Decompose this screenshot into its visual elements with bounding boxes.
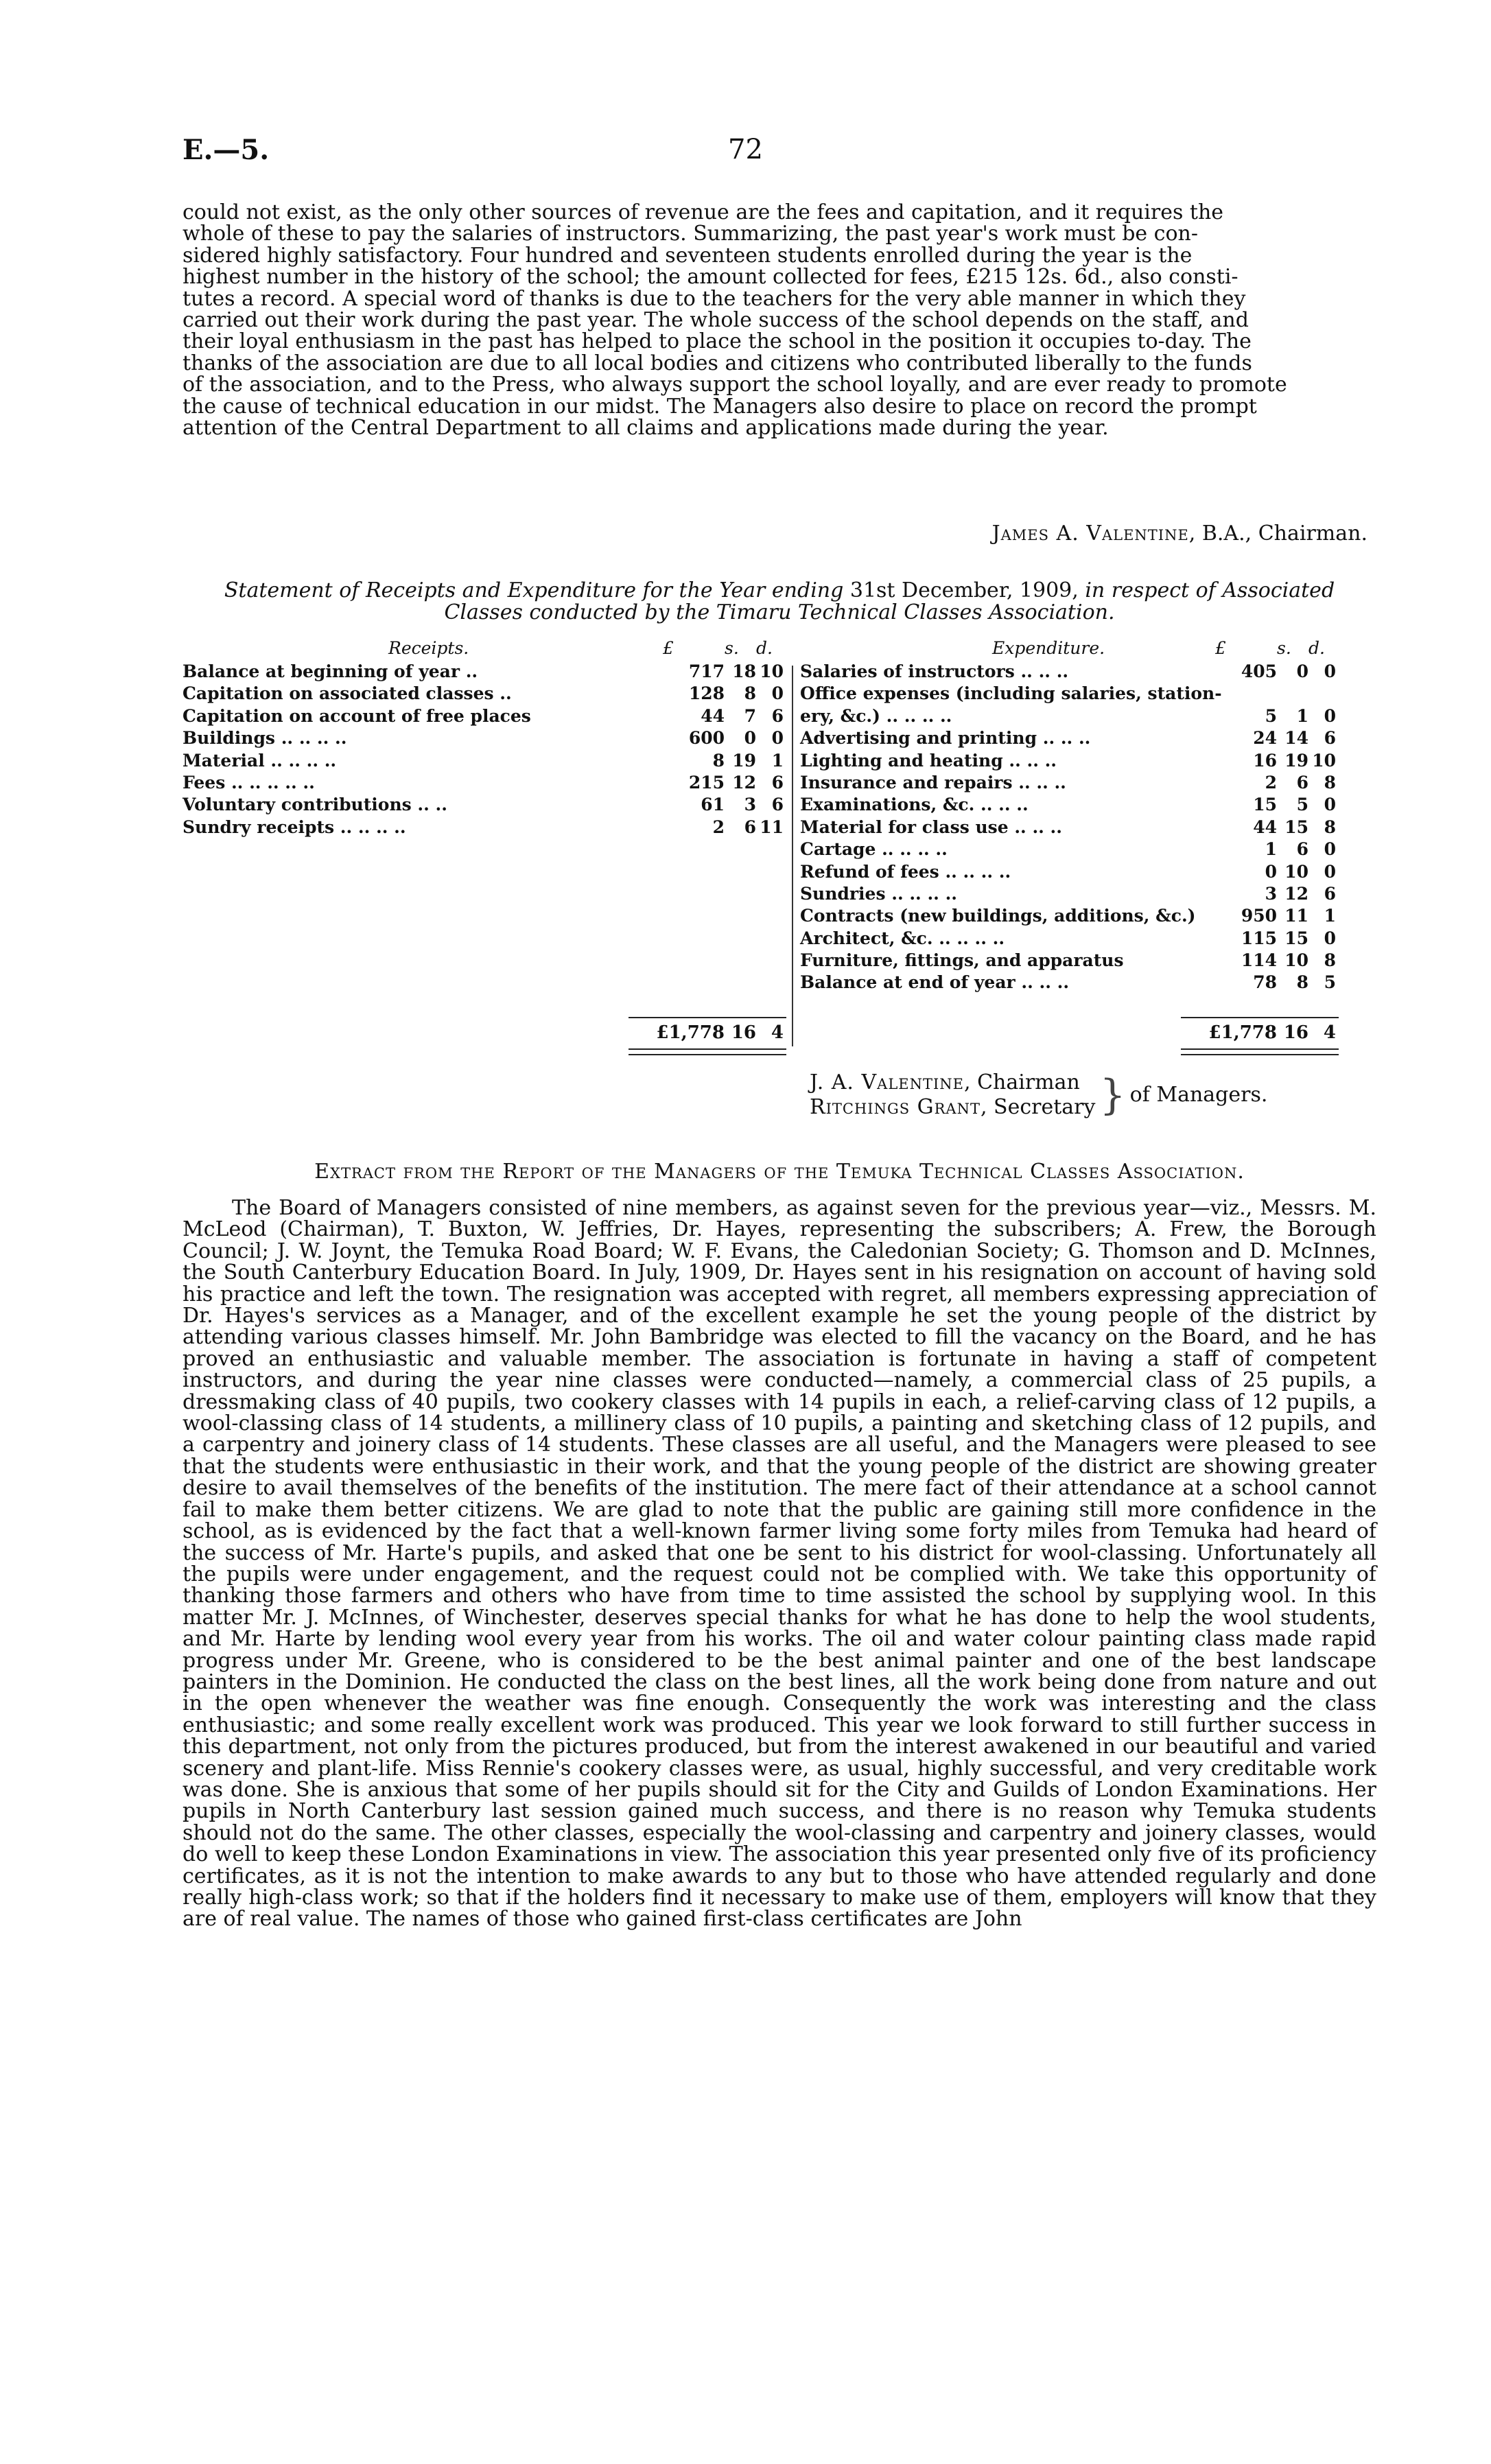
receipt-pounds: 600 [688, 728, 725, 749]
expenditure-pence: 5 [1324, 972, 1336, 993]
expenditure-total [1181, 1022, 1336, 1043]
expenditure-row [800, 928, 1376, 950]
expenditure-row [800, 661, 1376, 683]
expenditure-pounds: 16 [1253, 750, 1277, 771]
expenditure-label: Office expenses (including salaries, station- [800, 683, 1222, 704]
expenditure-shillings: 11 [1284, 906, 1308, 926]
expenditure-amount [1215, 972, 1336, 992]
expenditure-amount [1215, 795, 1336, 814]
expenditure-shillings: 0 [1296, 661, 1308, 681]
receipt-label: Voluntary contributions .. .. [183, 795, 447, 815]
receipt-label: Balance at beginning of year .. [183, 661, 478, 681]
receipt-amount [663, 817, 784, 837]
receipt-shillings: 3 [744, 795, 756, 815]
receipt-pence: 0 [771, 728, 784, 749]
receipt-pence: 6 [771, 705, 784, 726]
receipts-total-pence: 4 [771, 1022, 784, 1043]
expenditure-amount [1215, 884, 1336, 904]
expenditure-row [800, 884, 1376, 906]
paragraph-line: attention of the Central Department to all claims and applications made during the year. [183, 416, 1109, 441]
expenditure-pounds: 44 [1253, 817, 1277, 837]
chairman-name: James A. Valentine [991, 521, 1189, 545]
expenditure-amount [1215, 839, 1336, 859]
expenditure-pence: 6 [1324, 728, 1336, 749]
expenditure-amount [1215, 706, 1336, 726]
paragraph-continuation [183, 200, 1376, 441]
accounts-statement [183, 638, 1376, 1064]
paragraph-line: whole of these to pay the salaries of instructors. Summarizing, the past year's work must be con- [183, 222, 1199, 246]
managers-signatures [810, 1070, 1267, 1120]
receipt-amount [663, 795, 784, 814]
statement-title [183, 580, 1376, 624]
report-reference: E.—5. [183, 134, 270, 166]
expenditure-row [800, 683, 1376, 705]
receipts-heading: Receipts. [388, 638, 469, 658]
expenditure-pounds: 405 [1241, 661, 1277, 681]
receipt-pence: 10 [760, 661, 784, 681]
signatory-chairman-name: J. A. Valentine [810, 1070, 964, 1094]
signatory-lines [810, 1070, 1095, 1120]
expenditure-label: Contracts (new buildings, additions, &c.) [800, 906, 1196, 926]
receipt-label: Fees .. .. .. .. .. [183, 772, 315, 793]
signatory-secretary [810, 1095, 1095, 1120]
expenditure-pence: 0 [1324, 839, 1336, 860]
column-divider [792, 666, 793, 1046]
receipts-total-shillings: 16 [731, 1022, 756, 1043]
expenditure-header [800, 638, 1376, 661]
signatory-secretary-role: , Secretary [980, 1095, 1096, 1119]
receipt-row [183, 661, 786, 683]
shillings-heading: s. [725, 638, 739, 658]
expenditure-row [800, 862, 1376, 884]
receipt-pence: 6 [771, 795, 784, 815]
signatory-secretary-name: Ritchings Grant [810, 1095, 981, 1119]
expenditure-row [800, 795, 1376, 817]
expenditure-pence: 8 [1324, 950, 1336, 971]
expenditure-heading: Expenditure. [992, 638, 1105, 658]
pence-heading: d. [1308, 638, 1325, 658]
receipts-money-headings [663, 638, 784, 658]
expenditure-amount [1215, 906, 1336, 926]
expenditure-amount [1215, 862, 1336, 882]
receipt-label: Buildings .. .. .. .. [183, 728, 347, 749]
expenditure-pence: 0 [1324, 861, 1336, 882]
expenditure-amount [1215, 950, 1336, 970]
paragraph-line: highest number in the history of the school; the amount collected for fees, £215 12s. 6d., also consti- [183, 265, 1238, 290]
expenditure-pounds: 3 [1265, 883, 1277, 904]
receipt-shillings: 19 [732, 750, 756, 771]
shillings-heading: s. [1277, 638, 1291, 658]
expenditure-label: Advertising and printing .. .. .. [800, 728, 1091, 749]
receipt-shillings: 6 [744, 817, 756, 837]
receipt-pounds: 2 [712, 817, 725, 837]
page-number: 72 [728, 134, 763, 165]
receipt-pence: 0 [771, 683, 784, 704]
statement-title-date: 31st December, 1909, [849, 578, 1079, 602]
brace-symbol: } [1099, 1071, 1126, 1119]
receipt-pounds: 717 [688, 661, 725, 681]
receipt-amount [663, 751, 784, 771]
expenditure-shillings: 15 [1284, 817, 1308, 837]
expenditure-amount [1215, 728, 1336, 748]
expenditure-label: ery, &c.) .. .. .. .. [800, 705, 952, 726]
receipt-shillings: 12 [732, 772, 756, 793]
expenditure-label: Lighting and heating .. .. .. [800, 750, 1057, 771]
receipt-pounds: 61 [701, 795, 725, 815]
paragraph-line: sidered highly satisfactory. Four hundred and seventeen students enrolled during the year is the [183, 243, 1193, 268]
signatory-chairman [810, 1070, 1095, 1095]
expenditure-label: Material for class use .. .. .. [800, 817, 1062, 837]
expenditure-shillings: 6 [1296, 839, 1308, 860]
expenditure-row [800, 706, 1376, 728]
paragraph-line: of the association, and to the Press, who always support the school loyally, and are ever ready to promote [183, 373, 1287, 397]
expenditure-total-shillings: 16 [1283, 1022, 1308, 1043]
of-managers-label: of Managers. [1129, 1083, 1268, 1107]
extract-heading: Extract from the Report of the Managers of the Temuka Technical Classes Association. [314, 1160, 1245, 1184]
managers-report-paragraph: The Board of Managers consisted of nine members, as against seven for the previous year—viz., Messrs. M. McLeod (Chairman), T. Buxton, W. Jeffries, Dr. Hayes, representing the subscribers; A. Frew, the Borough Council; J. W. Joynt, the Temuka Road Board; W. F. Evans, the Caledonian Society; G. Thomson and D. McInnes, the South Canterbury Education Board. In July, 1909, Dr. Hayes sent in his resignation on account of having sold his practice and left the town. The resignation was accepted with regret, all members expressing appreciation of Dr. Hayes's services as a Manager, and of the excellent example he set the young people of the district by attending various classes himself. Mr. John Bambridge was elected to fill the vacancy on the Board, and he has proved an enthusiastic and valuable member. The association is fortunate in having a staff of competent instructors, and during the year nine classes were conducted—namely, a commercial class of 25 pupils, a dressmaking class of 40 pupils, two cookery classes with 14 pupils in each, a relief-carving class of 12 pupils, a wool-classing class of 14 students, a millinery class of 10 pupils, a painting and sketching class of 12 pupils, and a carpentry and joinery class of 14 students. These classes are all useful, and the Managers were pleased to see that the students were enthusiastic in their work, and that the young people of the district are showing greater desire to avail themselves of the benefits of the institution. The mere fact of their attendance at a school cannot fail to make them better citizens. We are glad to note that the public are gaining still more confidence in the school, as is evidenced by the fact that a well-known farmer living some forty miles from Temuka had heard of the success of Mr. Harte's pupils, and asked that one be sent to his district for wool-classing. Unfortunately all the pupils were under engagement, and the request could not be complied with. We take this opportunity of thanking those farmers and others who have from time to time assisted the school by supplying wool. In this matter Mr. J. McInnes, of Winchester, deserves special thanks for what he has done to help the wool students, and Mr. Harte by lending wool every year from his works. The oil and water colour painting class made rapid progress under Mr. Greene, who is considered to be the best animal painter and one of the best landscape painters in the Dominion. He conducted the class on the best lines, all the work being done from nature and out in the open whenever the weather was fine enough. Consequently the work was interesting and the class enthusiastic; and some really excellent work was produced. This year we look forward to still further success in this department, not only from the pictures produced, but from the interest awakened in our beautiful and varied scenery and plant-life. Miss Rennie's cookery classes were, as usual, highly successful, and very creditable work was done. She is anxious that some of her pupils should sit for the City and Guilds of London Examinations. Her pupils in North Canterbury last session gained much success, and there is no reason why Temuka students should not do the same. The other classes, especially the wool-classing and carpentry and joinery classes, would do well to keep these London Examinations in view. The association this year presented only five of its proficiency certificates, as it is not the intention to make awards to any but to those who have attended regularly and done really high-class work; so that if the holders find it necessary to make use of them, employers will know that they are of real value. The names of those who gained first-class certificates are John [183, 1196, 1376, 1932]
expenditure-pounds: 2 [1265, 772, 1277, 793]
chairman-signature [992, 521, 1367, 545]
receipt-row [183, 683, 786, 705]
expenditure-pence: 8 [1324, 772, 1336, 793]
signatory-chairman-role: , Chairman [964, 1070, 1080, 1094]
chairman-title: , B.A., Chairman. [1188, 521, 1367, 545]
receipt-label: Capitation on associated classes .. [183, 683, 512, 704]
pounds-heading: £ [663, 638, 674, 658]
expenditure-column [800, 638, 1376, 1043]
expenditure-pounds: 24 [1253, 728, 1277, 749]
receipt-amount [663, 706, 784, 726]
expenditure-row [800, 817, 1376, 839]
expenditure-rows [800, 661, 1376, 995]
expenditure-shillings: 15 [1284, 928, 1308, 948]
receipt-amount [663, 773, 784, 793]
expenditure-pounds: 15 [1253, 795, 1277, 815]
expenditure-pounds: 115 [1241, 928, 1277, 948]
statement-title-part2: in respect of Associated Classes conducted by the Timaru Technical Classes Association. [444, 578, 1335, 624]
statement-title-part1: Statement of Receipts and Expenditure for the Year ending [224, 578, 850, 602]
receipt-shillings: 7 [744, 705, 756, 726]
expenditure-total-rule [1181, 1017, 1339, 1018]
expenditure-pence: 1 [1324, 906, 1336, 926]
expenditure-amount [1215, 817, 1336, 837]
receipts-total [629, 1022, 784, 1043]
receipt-amount [663, 661, 784, 681]
paragraph-line: carried out their work during the past year. The whole success of the school depends on the staff, and [183, 308, 1249, 333]
receipt-row [183, 795, 786, 817]
receipt-label: Sundry receipts .. .. .. .. [183, 817, 406, 837]
expenditure-row [800, 906, 1376, 928]
receipt-row [183, 817, 786, 839]
expenditure-label: Architect, &c. .. .. .. .. [800, 928, 1005, 948]
expenditure-row [800, 950, 1376, 972]
receipt-row [183, 706, 786, 728]
expenditure-label: Examinations, &c. .. .. .. [800, 795, 1029, 815]
expenditure-shillings: 10 [1284, 950, 1308, 971]
page-header [183, 134, 1308, 175]
expenditure-amount [1215, 928, 1336, 948]
expenditure-row [800, 751, 1376, 773]
receipt-pounds: 8 [712, 750, 725, 771]
expenditure-pence: 0 [1324, 928, 1336, 948]
receipt-shillings: 0 [744, 728, 756, 749]
paragraph-line: their loyal enthusiasm in the past has helped to place the school in the position it occupies to-day. The [183, 329, 1252, 354]
expenditure-pounds: 78 [1253, 972, 1277, 993]
receipt-shillings: 18 [732, 661, 756, 681]
expenditure-pence: 10 [1312, 750, 1336, 771]
expenditure-pounds: 1 [1265, 839, 1277, 860]
expenditure-label: Insurance and repairs .. .. .. [800, 772, 1066, 793]
expenditure-shillings: 8 [1296, 972, 1308, 993]
receipts-double-rule [629, 1048, 786, 1055]
expenditure-shillings: 10 [1284, 861, 1308, 882]
receipts-total-rule [629, 1017, 786, 1018]
receipt-pounds: 128 [688, 683, 725, 704]
receipt-pence: 11 [760, 817, 784, 837]
expenditure-shillings: 6 [1296, 772, 1308, 793]
expenditure-label: Refund of fees .. .. .. .. [800, 861, 1011, 882]
expenditure-row [800, 728, 1376, 750]
expenditure-pence: 0 [1324, 795, 1336, 815]
receipt-pounds: 44 [701, 705, 725, 726]
expenditure-amount [1215, 773, 1336, 793]
expenditure-pounds: 950 [1241, 906, 1277, 926]
expenditure-label: Salaries of instructors .. .. .. [800, 661, 1069, 681]
expenditure-pounds: 5 [1265, 705, 1277, 726]
expenditure-label: Balance at end of year .. .. .. [800, 972, 1070, 993]
expenditure-pounds: 0 [1265, 861, 1277, 882]
expenditure-amount [1215, 661, 1336, 681]
expenditure-pence: 0 [1324, 661, 1336, 681]
receipts-header [183, 638, 786, 661]
receipt-row [183, 728, 786, 750]
expenditure-pence: 0 [1324, 705, 1336, 726]
expenditure-pence: 6 [1324, 883, 1336, 904]
receipt-pence: 1 [771, 750, 784, 771]
expenditure-pounds: 114 [1241, 950, 1277, 971]
receipt-amount [663, 728, 784, 748]
expenditure-pence: 8 [1324, 817, 1336, 837]
receipt-label: Material .. .. .. .. [183, 750, 337, 771]
receipts-total-pounds: £1,778 [656, 1022, 725, 1043]
receipt-pence: 6 [771, 772, 784, 793]
expenditure-row [800, 972, 1376, 994]
paragraph-line: thanks of the association are due to all local bodies and citizens who contributed liberally to the funds [183, 351, 1252, 375]
expenditure-label: Furniture, fittings, and apparatus [800, 950, 1124, 971]
expenditure-total-pounds: £1,778 [1208, 1022, 1277, 1043]
receipt-pounds: 215 [688, 772, 725, 793]
expenditure-money-headings [1215, 638, 1336, 658]
receipts-column [183, 638, 786, 1043]
expenditure-shillings: 1 [1296, 705, 1308, 726]
receipt-label: Capitation on account of free places [183, 705, 531, 726]
paragraph-line: the cause of technical education in our midst. The Managers also desire to place on record the prompt [183, 394, 1257, 419]
expenditure-amount [1215, 751, 1336, 771]
paragraph-line: could not exist, as the only other sources of revenue are the fees and capitation, and it requires the [183, 200, 1224, 224]
expenditure-shillings: 19 [1284, 750, 1308, 771]
expenditure-label: Cartage .. .. .. .. [800, 839, 948, 860]
receipts-rows [183, 661, 786, 839]
receipt-shillings: 8 [744, 683, 756, 704]
expenditure-shillings: 5 [1296, 795, 1308, 815]
receipt-row [183, 751, 786, 773]
expenditure-double-rule [1181, 1048, 1339, 1055]
expenditure-row [800, 773, 1376, 795]
pence-heading: d. [756, 638, 773, 658]
expenditure-shillings: 14 [1284, 728, 1308, 749]
expenditure-label: Sundries .. .. .. .. [800, 883, 957, 904]
expenditure-total-pence: 4 [1323, 1022, 1336, 1043]
expenditure-row [800, 839, 1376, 861]
pounds-heading: £ [1215, 638, 1226, 658]
receipt-amount [663, 683, 784, 703]
paragraph-line: tutes a record. A special word of thanks is due to the teachers for the very able manner in which they [183, 286, 1246, 311]
receipt-row [183, 773, 786, 795]
expenditure-shillings: 12 [1284, 883, 1308, 904]
